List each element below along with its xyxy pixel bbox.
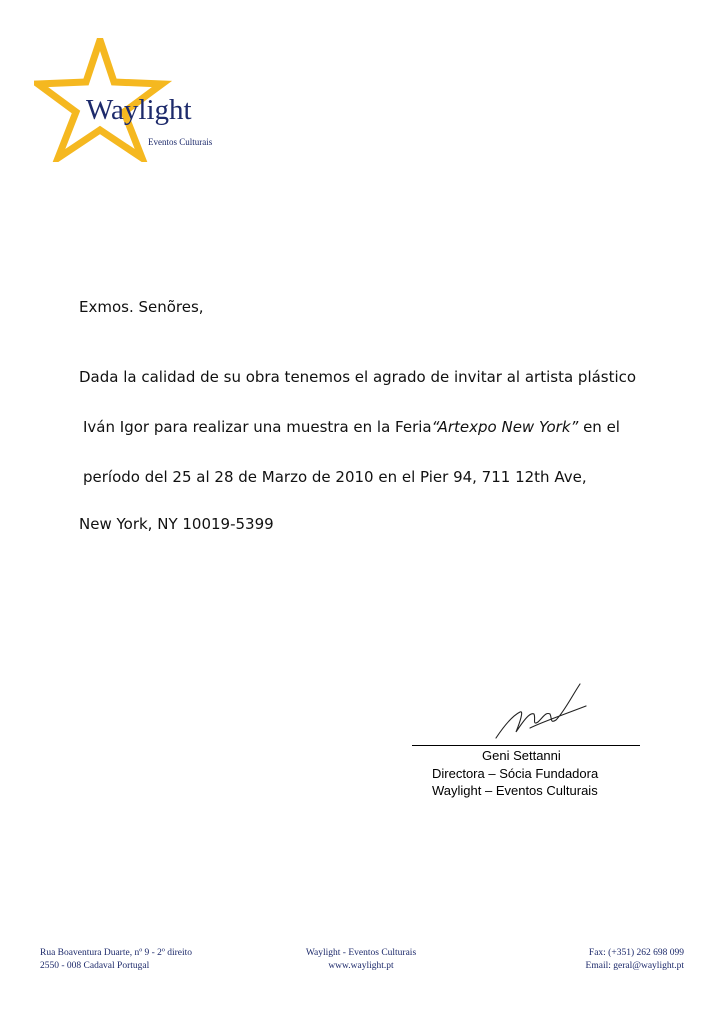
letter-line-2 [83,417,620,437]
signer-organization: Waylight – Eventos Culturais [432,783,598,798]
footer-address-line-2: 2550 - 008 Cadaval Portugal [40,961,150,971]
footer-address-line-1: Rua Boaventura Duarte, nº 9 - 2º direito [40,948,193,958]
signature-line [412,745,640,746]
letter-line-2-end: en el [578,418,620,436]
footer-address [40,947,192,973]
footer-fax: Fax: (+351) 262 698 099 [588,948,684,958]
footer-email: Email: geral@waylight.pt [585,961,684,971]
handwritten-signature [490,676,600,746]
footer-contact [586,947,684,973]
letter-greeting: Exmos. Senõres, [79,298,204,316]
letter-line-4: New York, NY 10019-5399 [79,515,274,533]
signer-role: Directora – Sócia Fundadora [432,766,599,781]
footer-website: www.waylight.pt [328,961,394,971]
footer-company [294,947,428,973]
footer-company-name: Waylight - Eventos Culturais [305,948,417,958]
letter-line-2-start: Iván Igor para realizar una muestra en la Feria [83,418,432,436]
company-logo [34,38,234,162]
event-name: “Artexpo New York” [431,418,579,436]
signer-name: Geni Settanni [482,748,561,763]
letter-line-1: Dada la calidad de su obra tenemos el agrado de invitar al artista plástico [79,368,637,386]
logo-tagline: Eventos Culturais [148,137,213,147]
logo-name: Waylight [86,94,192,126]
letter-line-3: período del 25 al 28 de Marzo de 2010 en el Pier 94, 711 12th Ave, [83,468,587,486]
